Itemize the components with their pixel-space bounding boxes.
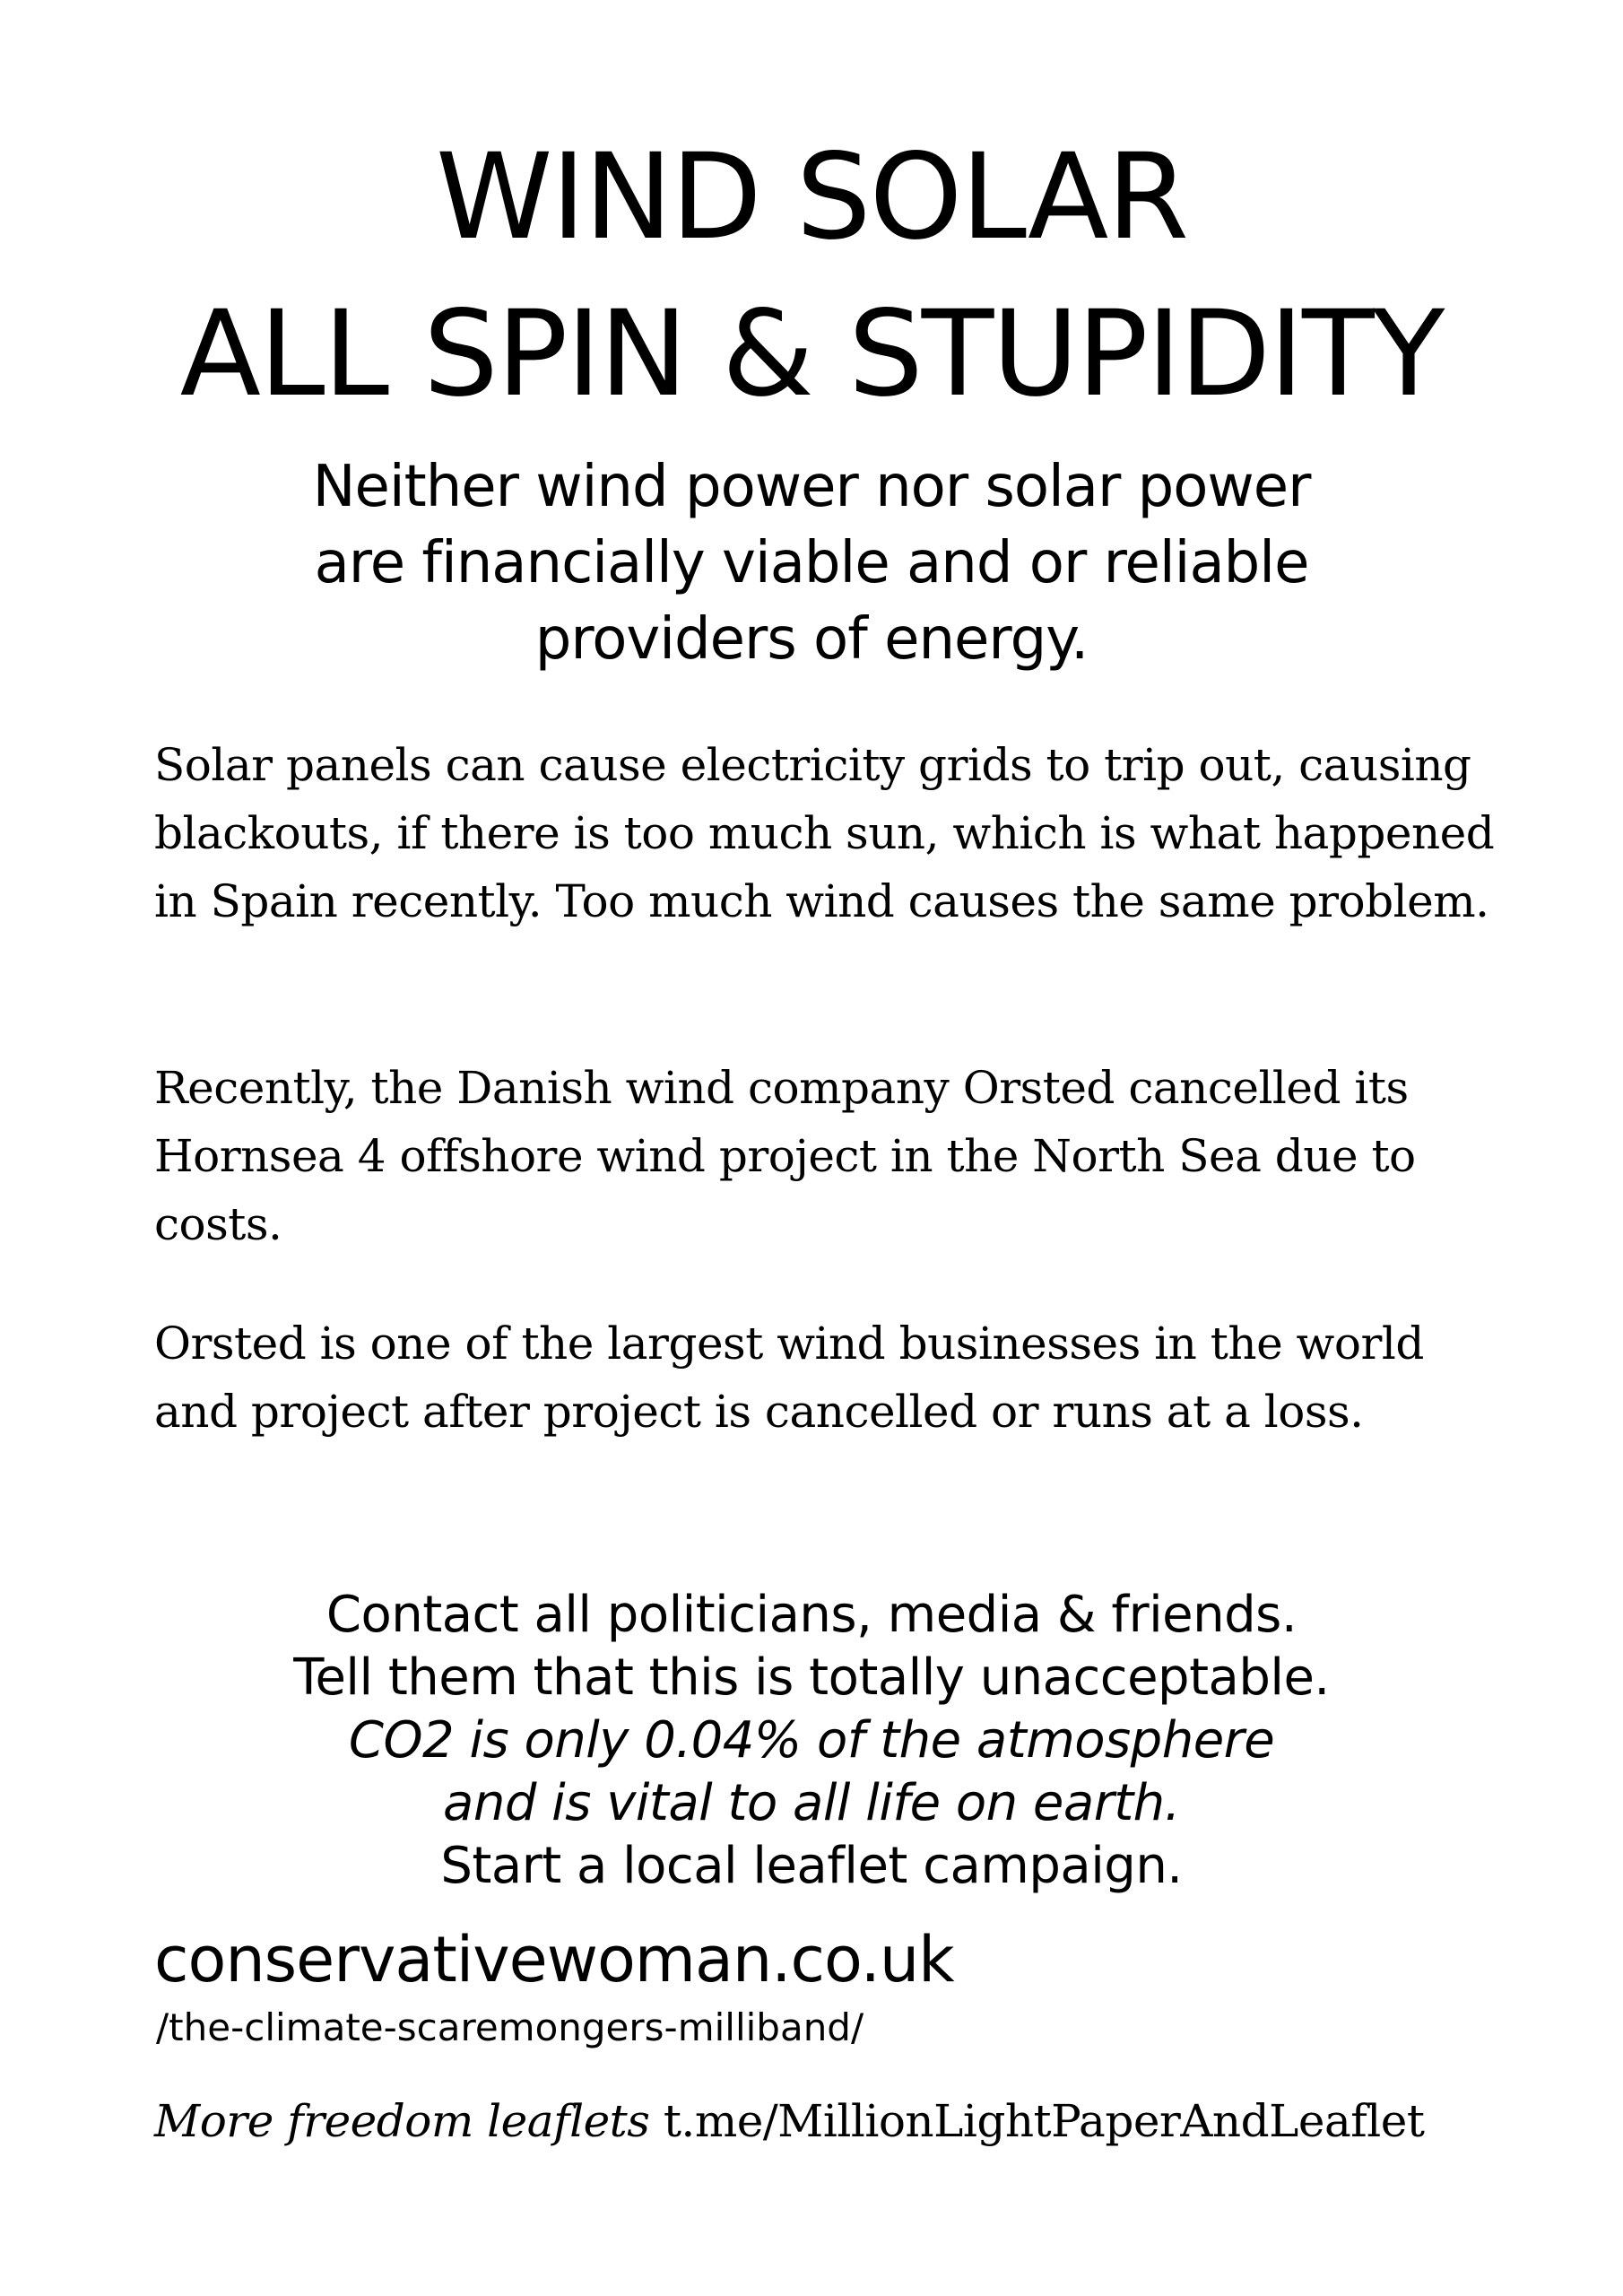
source-path: /the-climate-scaremongers-milliband/ (156, 2005, 864, 2049)
call-to-action-line-5: Start a local leaflet campaign. (440, 1837, 1183, 1895)
paragraph-solar-blackouts: Solar panels can cause electricity grids to trip out, causing blackouts, if there is too much sun, which is what happened in Spain recently. Too much wind causes the same problem. (154, 739, 1495, 927)
subheading-line-3: providers of energy. (534, 606, 1089, 673)
paragraph-orsted-hornsea: Recently, the Danish wind company Orsted cancelled its Hornsea 4 offshore wind project in the North Sea due to costs. (154, 1062, 1416, 1250)
call-to-action-line-3: CO2 is only 0.04% of the atmosphere (348, 1711, 1275, 1770)
subheading-line-1: Neither wind power nor solar power (312, 454, 1311, 520)
subheading-line-2: are financially viable and or reliable (314, 530, 1309, 596)
paragraph-orsted-losses: Orsted is one of the largest wind businesses in the world and project after project is cancelled or runs at a loss. (154, 1318, 1424, 1438)
call-to-action-line-1: Contact all politicians, media & friends. (325, 1586, 1298, 1644)
call-to-action-line-4: and is vital to all life on earth. (443, 1774, 1180, 1832)
footer-label: More freedom leaflets (154, 2095, 650, 2147)
footer-line (154, 2090, 1424, 2152)
headline-line-1: WIND SOLAR (435, 128, 1188, 266)
footer-link: t.me/MillionLightPaperAndLeaflet (663, 2095, 1425, 2147)
headline-line-2: ALL SPIN & STUPIDITY (179, 285, 1444, 423)
source-site: conservativewoman.co.uk (154, 1923, 954, 1996)
call-to-action-line-2: Tell them that this is totally unacceptable. (293, 1648, 1330, 1707)
